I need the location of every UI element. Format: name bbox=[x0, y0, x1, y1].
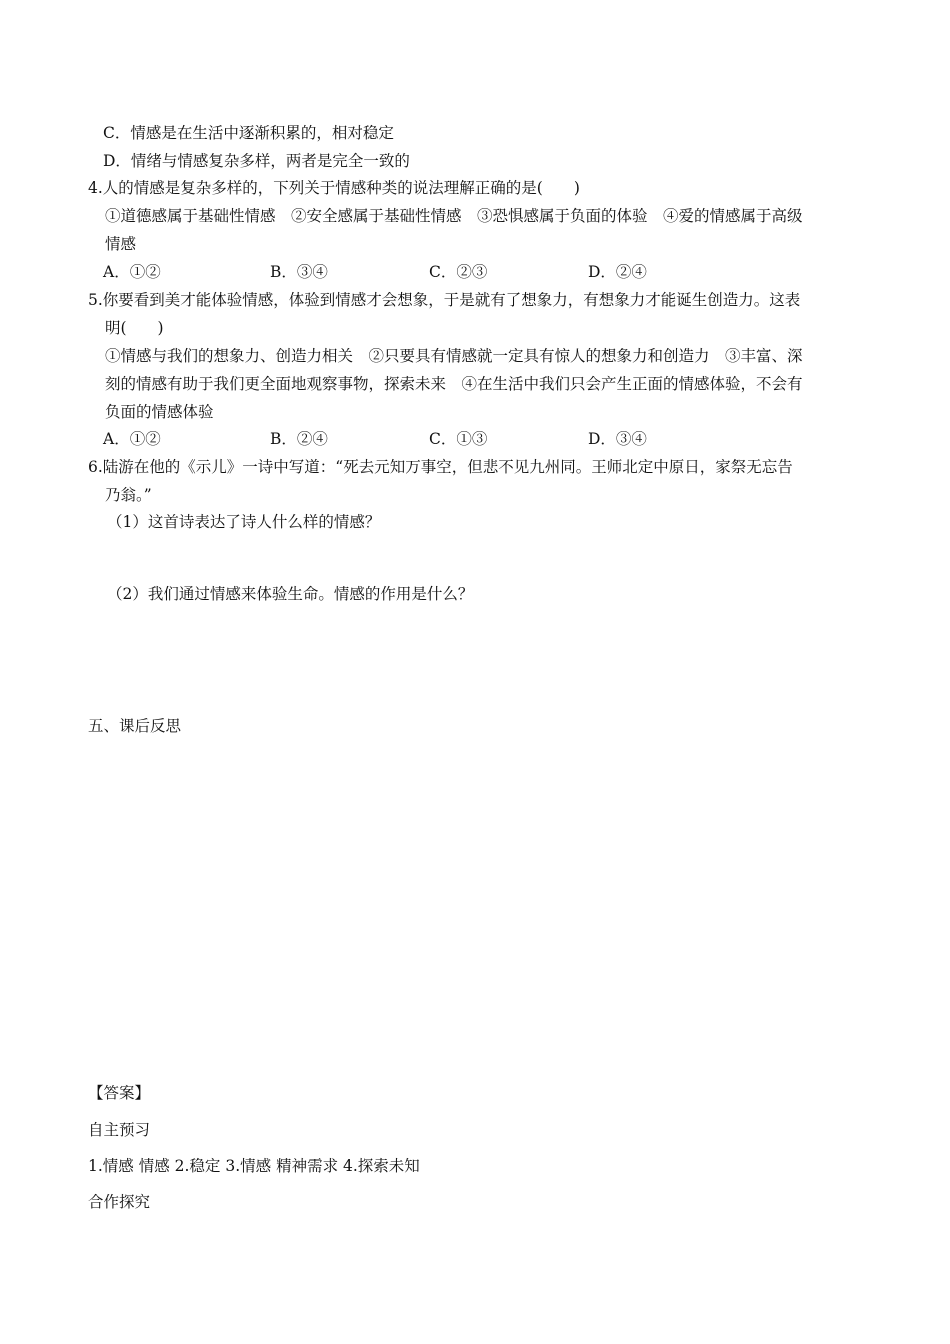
q4-option-a: A．①② bbox=[103, 263, 161, 281]
answer-preview-title: 自主预习 bbox=[88, 1121, 151, 1139]
q4-option-b: B．③④ bbox=[270, 263, 328, 281]
q4-items-line-1: ①道德感属于基础性情感 ②安全感属于基础性情感 ③恐惧感属于负面的体验 ④爱的情感属于高级 bbox=[105, 207, 803, 225]
q5-option-c: C．①③ bbox=[429, 430, 488, 448]
q6-subquestion-1: （1）这首诗表达了诗人什么样的情感？ bbox=[107, 513, 381, 531]
answer-heading: 【答案】 bbox=[88, 1084, 151, 1102]
answer-explore-title: 合作探究 bbox=[88, 1193, 151, 1211]
q4-option-c: C．②③ bbox=[429, 263, 488, 281]
q5-items-line-1: ①情感与我们的想象力、创造力相关 ②只要具有情感就一定具有惊人的想象力和创造力 ③丰富、深 bbox=[105, 347, 803, 365]
q6-subquestion-2: （2）我们通过情感来体验生命。情感的作用是什么？ bbox=[107, 585, 474, 603]
q6-stem-line-2: 乃翁。” bbox=[105, 486, 152, 504]
q6-stem-line-1: 6.陆游在他的《示儿》一诗中写道：“死去元知万事空，但悲不见九州同。王师北定中原日，家祭无忘告 bbox=[88, 458, 793, 476]
q5-option-b: B．②④ bbox=[270, 430, 328, 448]
q4-option-d: D．②④ bbox=[588, 263, 647, 281]
q5-option-d: D．③④ bbox=[588, 430, 647, 448]
answer-preview-answers: 1.情感 情感 2.稳定 3.情感 精神需求 4.探索未知 bbox=[88, 1157, 420, 1175]
q5-items-line-3: 负面的情感体验 bbox=[105, 403, 214, 421]
q3-option-d: D．情绪与情感复杂多样，两者是完全一致的 bbox=[103, 152, 410, 170]
q5-stem-line-2: 明( ) bbox=[105, 319, 164, 337]
q5-stem-line-1: 5.你要看到美才能体验情感，体验到情感才会想象，于是就有了想象力，有想象力才能诞生创造力。这表 bbox=[88, 291, 801, 309]
q5-items-line-2: 刻的情感有助于我们更全面地观察事物，探索未来 ④在生活中我们只会产生正面的情感体验，不会有 bbox=[105, 375, 803, 393]
q5-option-a: A．①② bbox=[103, 430, 161, 448]
q4-stem: 4.人的情感是复杂多样的，下列关于情感种类的说法理解正确的是( ) bbox=[88, 179, 580, 197]
section-5-title: 五、课后反思 bbox=[88, 717, 182, 735]
q3-option-c: C．情感是在生活中逐渐积累的，相对稳定 bbox=[103, 124, 394, 142]
q4-items-line-2: 情感 bbox=[105, 235, 137, 253]
